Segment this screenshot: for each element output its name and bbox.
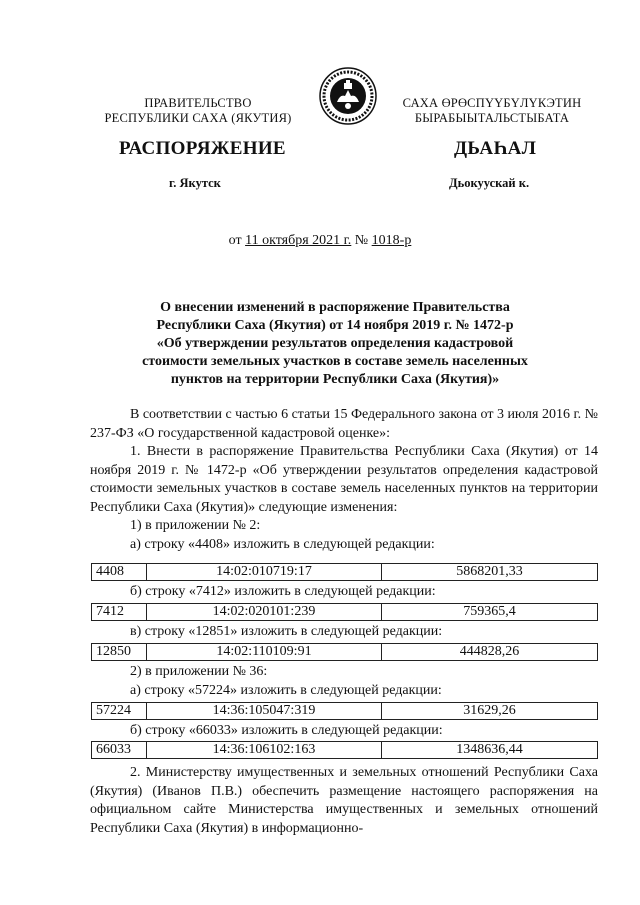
body-item-2 [90, 663, 598, 700]
row-number: 7412 [92, 604, 147, 621]
subject-line: стоимости земельных участков в составе земель населенных [142, 354, 528, 369]
body-item-1b [90, 583, 598, 602]
row-number: 66033 [92, 742, 147, 759]
clause-1-paragraph: 1. Внести в распоряжение Правительства Республики Саха (Якутия) от 14 ноября 2019 г. № 1472-р «Об утверждении результатов определения кадастровой стоимости земельных участков в составе земель населенных пунктов на территории Республики Саха (Якутия)» следующие изменения: [90, 444, 598, 515]
item-1b: б) строку «7412» изложить в следующей редакции: [130, 584, 436, 599]
cadastral-value: 31629,26 [382, 703, 598, 720]
row-number: 12850 [92, 644, 147, 661]
cadastral-value: 444828,26 [382, 644, 598, 661]
cadastral-value: 759365,4 [382, 604, 598, 621]
coat-of-arms-yakutia-icon [318, 66, 378, 126]
header-right-line2: БЫРАБЫЫТАЛЬСТЫБАТА [414, 111, 570, 125]
cadastral-number: 14:02:110109:91 [147, 644, 382, 661]
header-left-line1: ПРАВИТЕЛЬСТВО [144, 96, 252, 110]
cadastral-number: 14:02:020101:239 [147, 604, 382, 621]
preamble-paragraph: В соответствии с частью 6 статьи 15 Федерального закона от 3 июля 2016 г. № 237-ФЗ «О государственной кадастровой оценке»: [90, 407, 598, 441]
table-row-12850 [91, 643, 598, 661]
header-left-line2: РЕСПУБЛИКИ САХА (ЯКУТИЯ) [104, 111, 292, 125]
doc-type-yakut: ДЬАҺАЛ [454, 138, 537, 159]
doc-number: 1018-р [371, 233, 412, 248]
number-sign: № [354, 233, 369, 248]
header-right-line1: САХА ӨРӨСПҮҮБҮЛҮКЭТИН [402, 96, 582, 110]
header-left [98, 96, 298, 126]
body-item-1c [90, 623, 598, 642]
header-right [392, 96, 592, 126]
cadastral-number: 14:36:106102:163 [147, 742, 382, 759]
item-1c: в) строку «12851» изложить в следующей редакции: [130, 624, 443, 639]
cadastral-number: 14:02:010719:17 [147, 564, 382, 581]
date-line [0, 233, 640, 249]
table-row-66033 [91, 741, 598, 759]
item-1a: а) строку «4408» изложить в следующей редакции: [130, 536, 435, 552]
item-2b: б) строку «66033» изложить в следующей редакции: [130, 723, 443, 738]
doc-date: 11 октября 2021 г. [245, 233, 352, 248]
subject-line: Республики Саха (Якутия) от 14 ноября 2019 г. № 1472-р [156, 318, 514, 333]
subject-line: О внесении изменений в распоряжение Правительства [160, 300, 510, 315]
row-number: 57224 [92, 703, 147, 720]
item-2-appendix-36: 2) в приложении № 36: [130, 664, 268, 679]
subject-line: пунктов на территории Республики Саха (Якутия)» [170, 372, 500, 387]
row-number: 4408 [92, 564, 147, 581]
cadastral-value: 5868201,33 [382, 564, 598, 581]
item-2a: а) строку «57224» изложить в следующей редакции: [130, 682, 442, 698]
doc-type-russian: РАСПОРЯЖЕНИЕ [119, 138, 286, 159]
cadastral-value: 1348636,44 [382, 742, 598, 759]
cadastral-number: 14:36:105047:319 [147, 703, 382, 720]
item-1-appendix-2: 1) в приложении № 2: [130, 518, 261, 533]
body-upper [90, 406, 598, 554]
body-clause-2 [90, 764, 598, 838]
date-prefix: от [228, 233, 242, 248]
table-row-57224 [91, 702, 598, 720]
city-yakut: Дьокуускай к. [449, 176, 530, 190]
table-row-4408 [91, 563, 598, 581]
clause-2-paragraph: 2. Министерству имущественных и земельных отношений Республики Саха (Якутия) (Иванов П.В.) обеспечить размещение настоящего распоряжения на официальном сайте Министерства имущественных и земельных отношений Республики Саха (Якутия) в информационно- [90, 765, 598, 836]
body-item-2b [90, 722, 598, 741]
doc-subject [100, 299, 570, 389]
city-russian: г. Якутск [169, 176, 221, 190]
table-row-7412 [91, 603, 598, 621]
subject-line: «Об утверждении результатов определения кадастровой [156, 336, 514, 351]
